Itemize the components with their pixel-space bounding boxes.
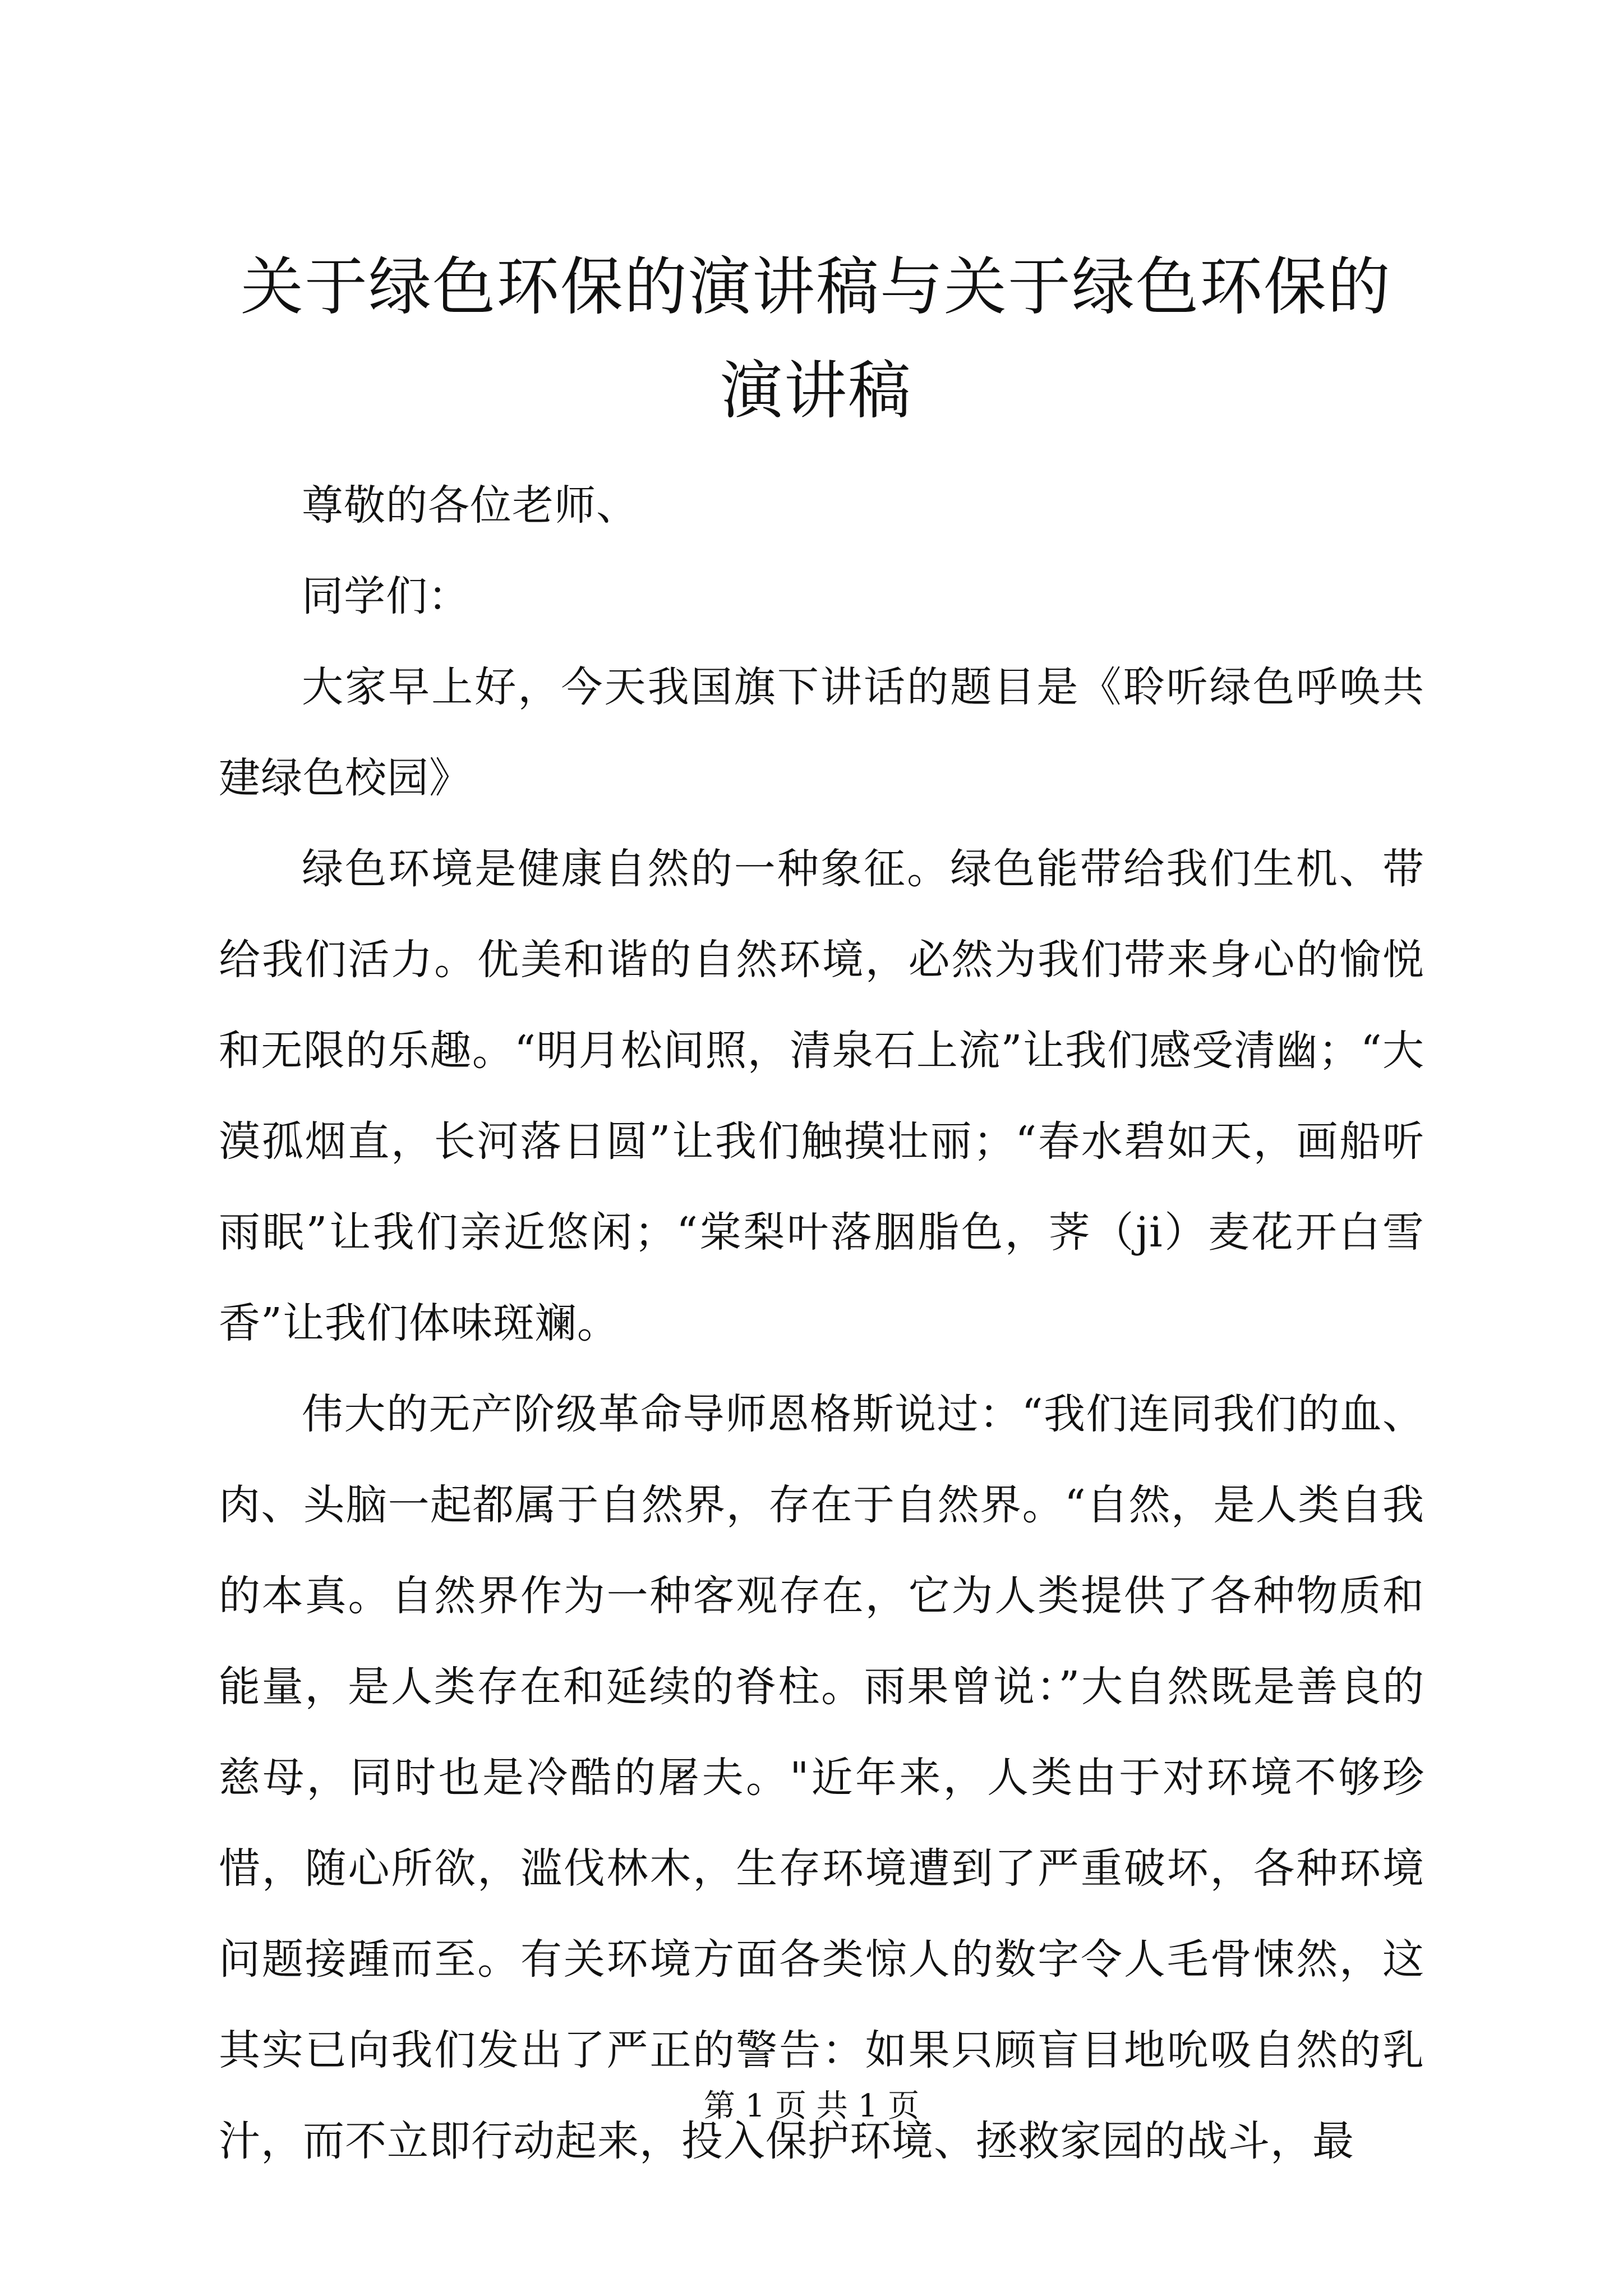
page-footer: 第 1 页 共 1 页 — [703, 2088, 920, 2124]
document-title: 关于绿色环保的演讲稿与关于绿色环保的演讲稿 — [241, 251, 1391, 427]
paragraph-salutation-2: 同学们： — [302, 572, 470, 620]
paragraph-intro: 大家早上好，今天我国旗下讲话的题目是《聆听绿色呼唤共建绿色校园》 — [219, 663, 1424, 802]
document-body — [219, 460, 1424, 2187]
paragraph-engels-quote: 伟大的无产阶级革命导师恩格斯说过：“我们连同我们的血、肉、头脑一起都属于自然界，存在于自然界。“自然，是人类自我的本真。自然界作为一种客观存在，它为人类提供了各种物质和能量，是人类存在和延续的脊柱。雨果曾说：”大自然既是善良的慈母，同时也是冷酷的屠夫。"近年来，人类由于对环境不够珍惜，随心所欲，滥伐林木，生存环境遭到了严重破坏，各种环境问题接踵而至。有关环境方面各类惊人的数字令人毛骨悚然，这其实已向我们发出了严正的警告：如果只顾盲目地吮吸自然的乳汁，而不立即行动起来，投入保护环境、拯救家园的战斗，最 — [219, 1390, 1424, 2165]
paragraph-salutation: 尊敬的各位老师、 — [302, 481, 638, 530]
paragraph-green-environment: 绿色环境是健康自然的一种象征。绿色能带给我们生机、带给我们活力。优美和谐的自然环境，必然为我们带来身心的愉悦和无限的乐趣。“明月松间照，清泉石上流”让我们感受清幽；“大漠孤烟直，长河落日圆”让我们触摸壮丽；“春水碧如天，画船听雨眠”让我们亲近悠闲；“棠梨叶落胭脂色，荠（ji）麦花开白雪香”让我们体味斑斓。 — [219, 845, 1424, 1347]
